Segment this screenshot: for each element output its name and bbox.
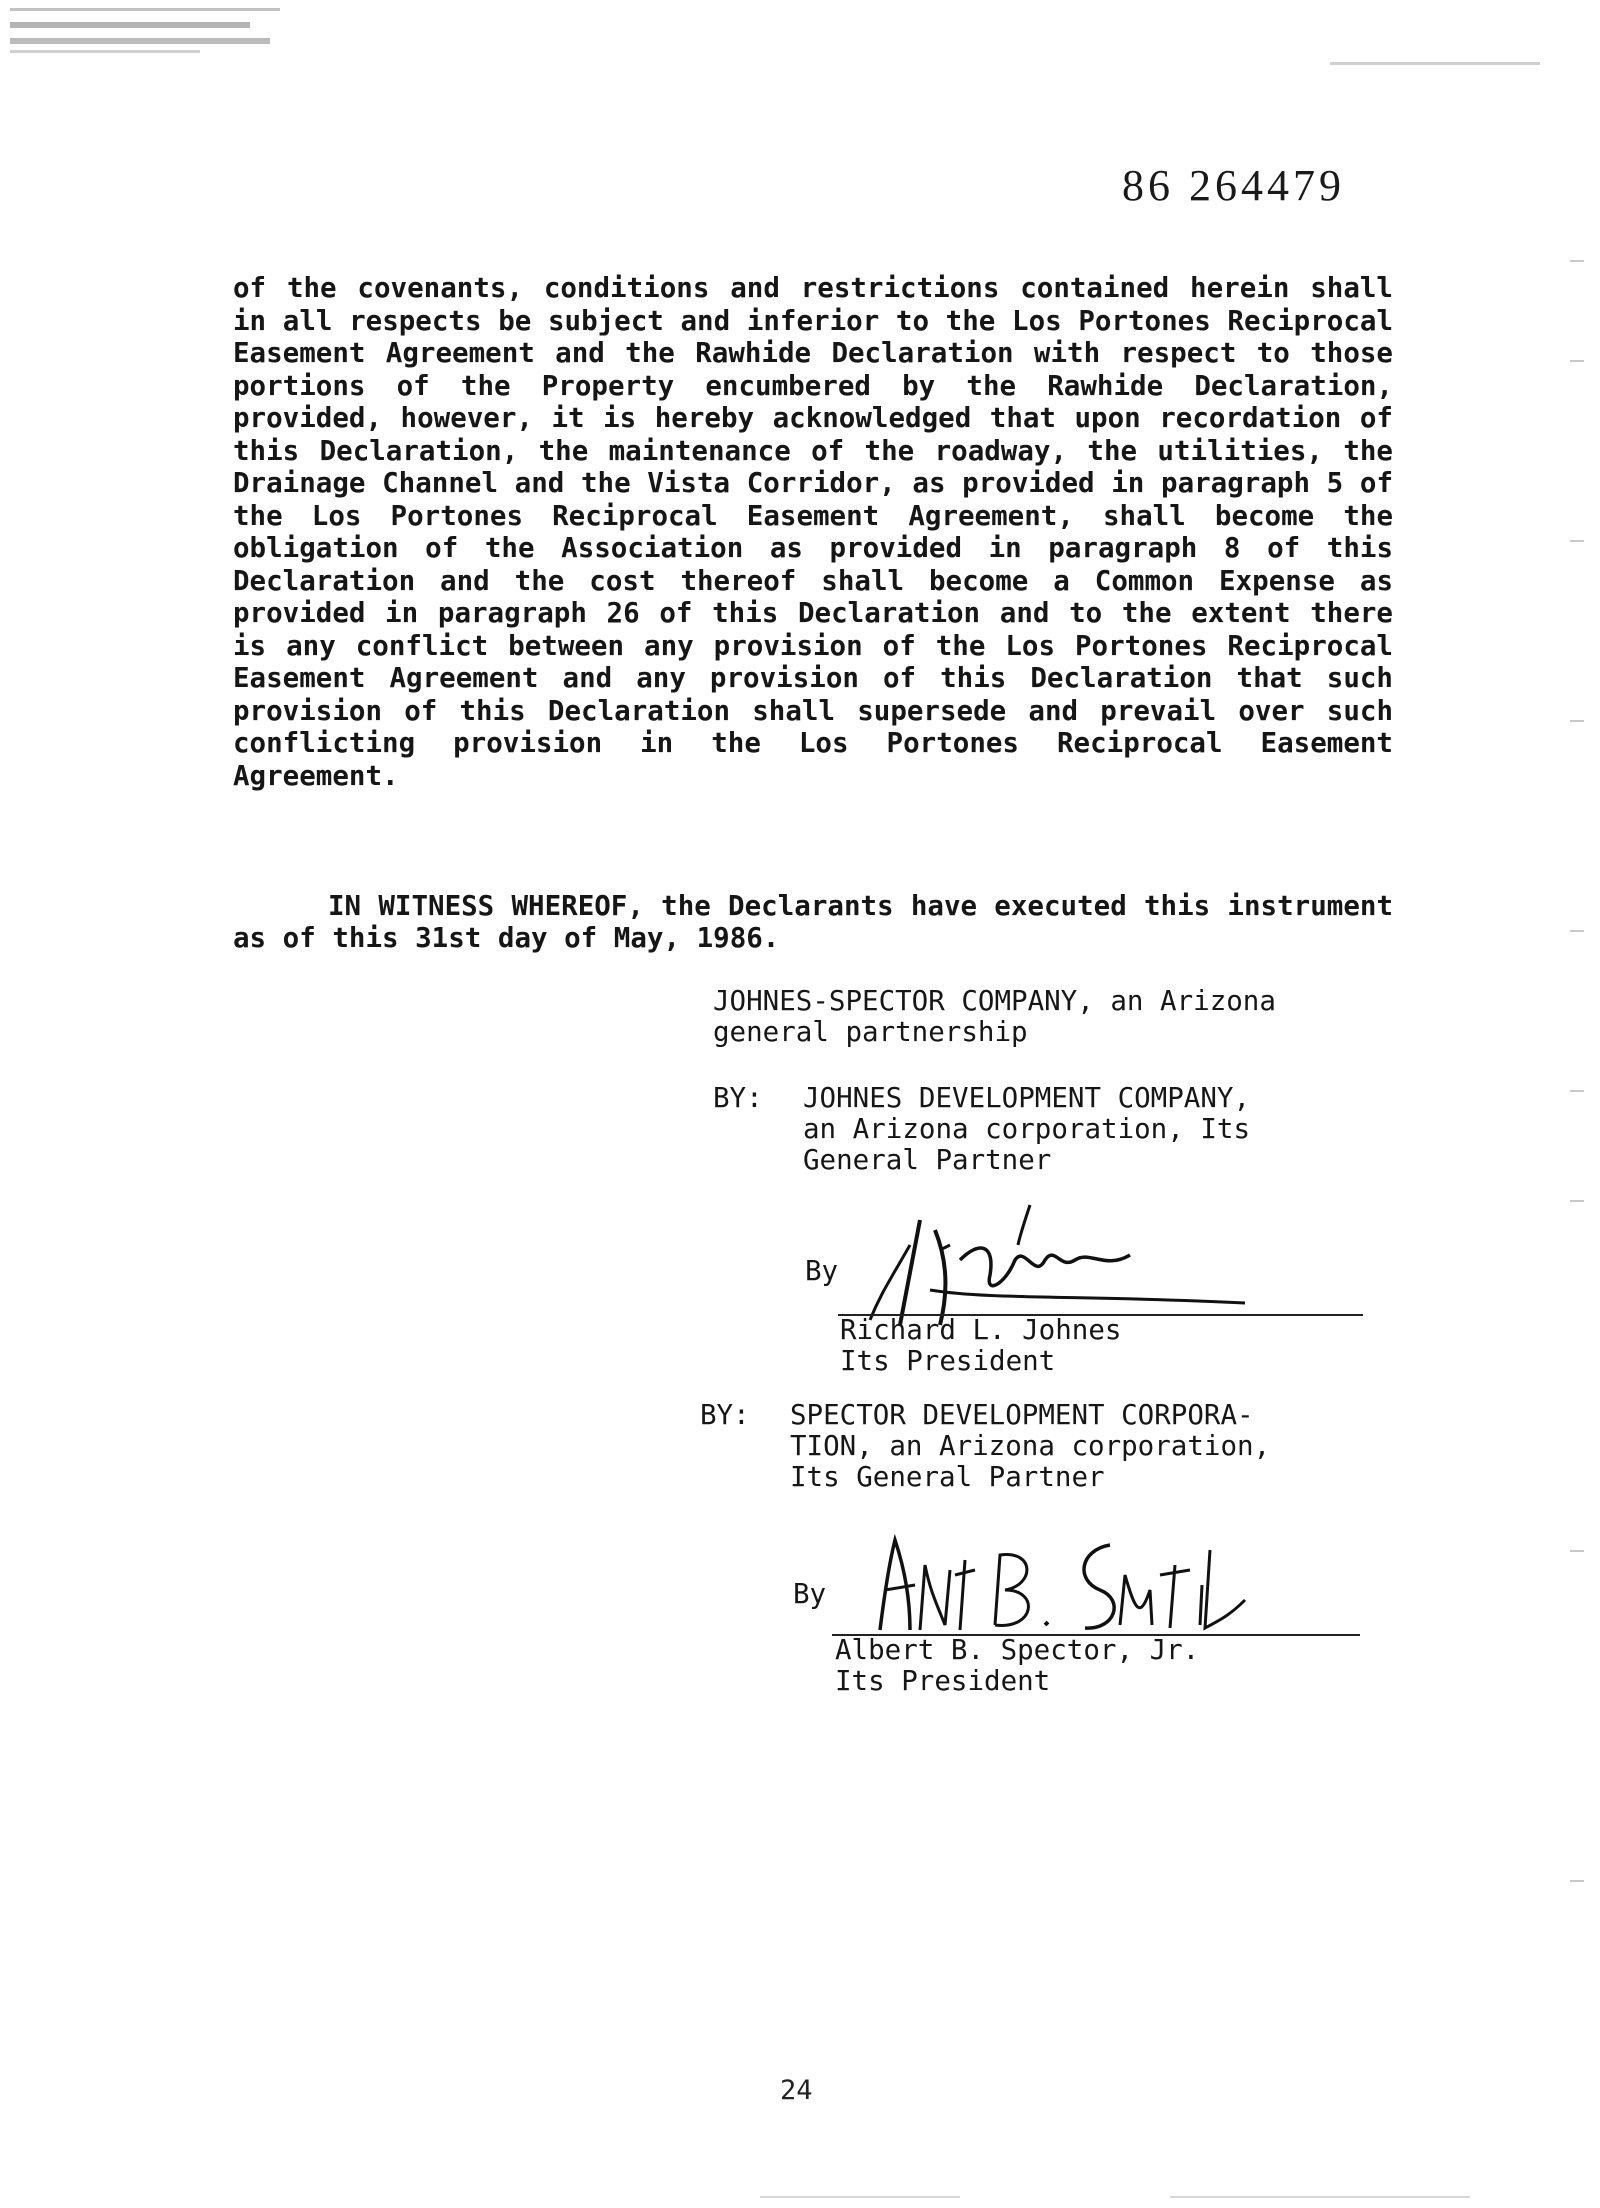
- signer-block-spector: [835, 1635, 1199, 1697]
- sign2-by: By: [793, 1578, 827, 1610]
- scan-noise-right-edge: [1570, 1880, 1584, 1882]
- company-line: general partnership: [713, 1016, 1028, 1048]
- partner-block-johnes: [713, 1083, 1393, 1176]
- scan-noise-right-edge: [1570, 260, 1584, 262]
- partner-text: [803, 1083, 1383, 1176]
- scan-noise-top-left: [10, 50, 200, 53]
- scan-noise-right-edge: [1570, 720, 1584, 722]
- signer-name: Albert B. Spector, Jr.: [835, 1634, 1200, 1666]
- witness-text: IN WITNESS WHEREOF, the Declarants have executed this instrument as of this 31st day of May, 1986.: [233, 890, 1393, 954]
- page-number: 24: [780, 2075, 813, 2106]
- by-label: BY:: [700, 1399, 750, 1431]
- partner-line: TION, an Arizona corporation,: [790, 1430, 1271, 1462]
- scan-noise-top-right: [1330, 62, 1540, 65]
- scan-noise-right-edge: [1570, 1090, 1584, 1092]
- partner-line: Its General Partner: [790, 1461, 1105, 1493]
- signature-albert-spector: [850, 1530, 1280, 1640]
- scan-noise-right-edge: [1570, 1200, 1584, 1202]
- scan-noise-bottom: [1170, 2196, 1470, 2198]
- partner-line: JOHNES DEVELOPMENT COMPANY,: [803, 1082, 1251, 1114]
- signer-title: Its President: [840, 1345, 1056, 1377]
- partner-line: an Arizona corporation, Its: [803, 1113, 1251, 1145]
- signer-title: Its President: [835, 1665, 1051, 1697]
- document-number: 86 264479: [1122, 161, 1345, 210]
- partner-line: General Partner: [803, 1144, 1052, 1176]
- partner-text: [790, 1400, 1370, 1493]
- sign1-by: By: [805, 1255, 839, 1287]
- scan-noise-top-left: [10, 22, 250, 28]
- signer-name: Richard L. Johnes: [840, 1314, 1122, 1346]
- declarant-company: [713, 986, 1393, 1048]
- witness-clause: [233, 890, 1393, 954]
- partner-line: SPECTOR DEVELOPMENT CORPORA-: [790, 1399, 1254, 1431]
- company-line: JOHNES-SPECTOR COMPANY, an Arizona: [713, 985, 1276, 1017]
- scan-noise-right-edge: [1570, 360, 1584, 362]
- partner-block-spector: [700, 1400, 1400, 1493]
- scan-noise-right-edge: [1570, 1550, 1584, 1552]
- by-label: BY:: [713, 1082, 763, 1114]
- scan-noise-right-edge: [1570, 930, 1584, 932]
- signer-block-johnes: [840, 1315, 1121, 1377]
- scan-noise-top-left: [10, 8, 280, 11]
- scan-noise-bottom: [760, 2196, 960, 2198]
- scan-noise-right-edge: [1570, 540, 1584, 542]
- body-paragraph: of the covenants, conditions and restrictions contained herein shall in all respects be subject and inferior to the Los Portones Reciprocal Easement Agreement and the Rawhide Declaration with respect to those portions of the Property encumbered by the Rawhide Declaration, provided, however, it is hereby acknowledged that upon recordation of this Declaration, the maintenance of the roadway, the utilities, the Drainage Channel and the Vista Corridor, as provided in paragraph 5 of the Los Portones Reciprocal Easement Agreement, shall become the obligation of the Association as provided in paragraph 8 of this Declaration and the cost thereof shall become a Common Expense as provided in paragraph 26 of this Declaration and to the extent there is any conflict between any provision of the Los Portones Reciprocal Easement Agreement and any provision of this Declaration that such provision of this Declaration shall supersede and prevail over such conflicting provision in the Los Portones Reciprocal Easement Agreement.: [233, 272, 1393, 792]
- scan-noise-top-left: [10, 38, 270, 44]
